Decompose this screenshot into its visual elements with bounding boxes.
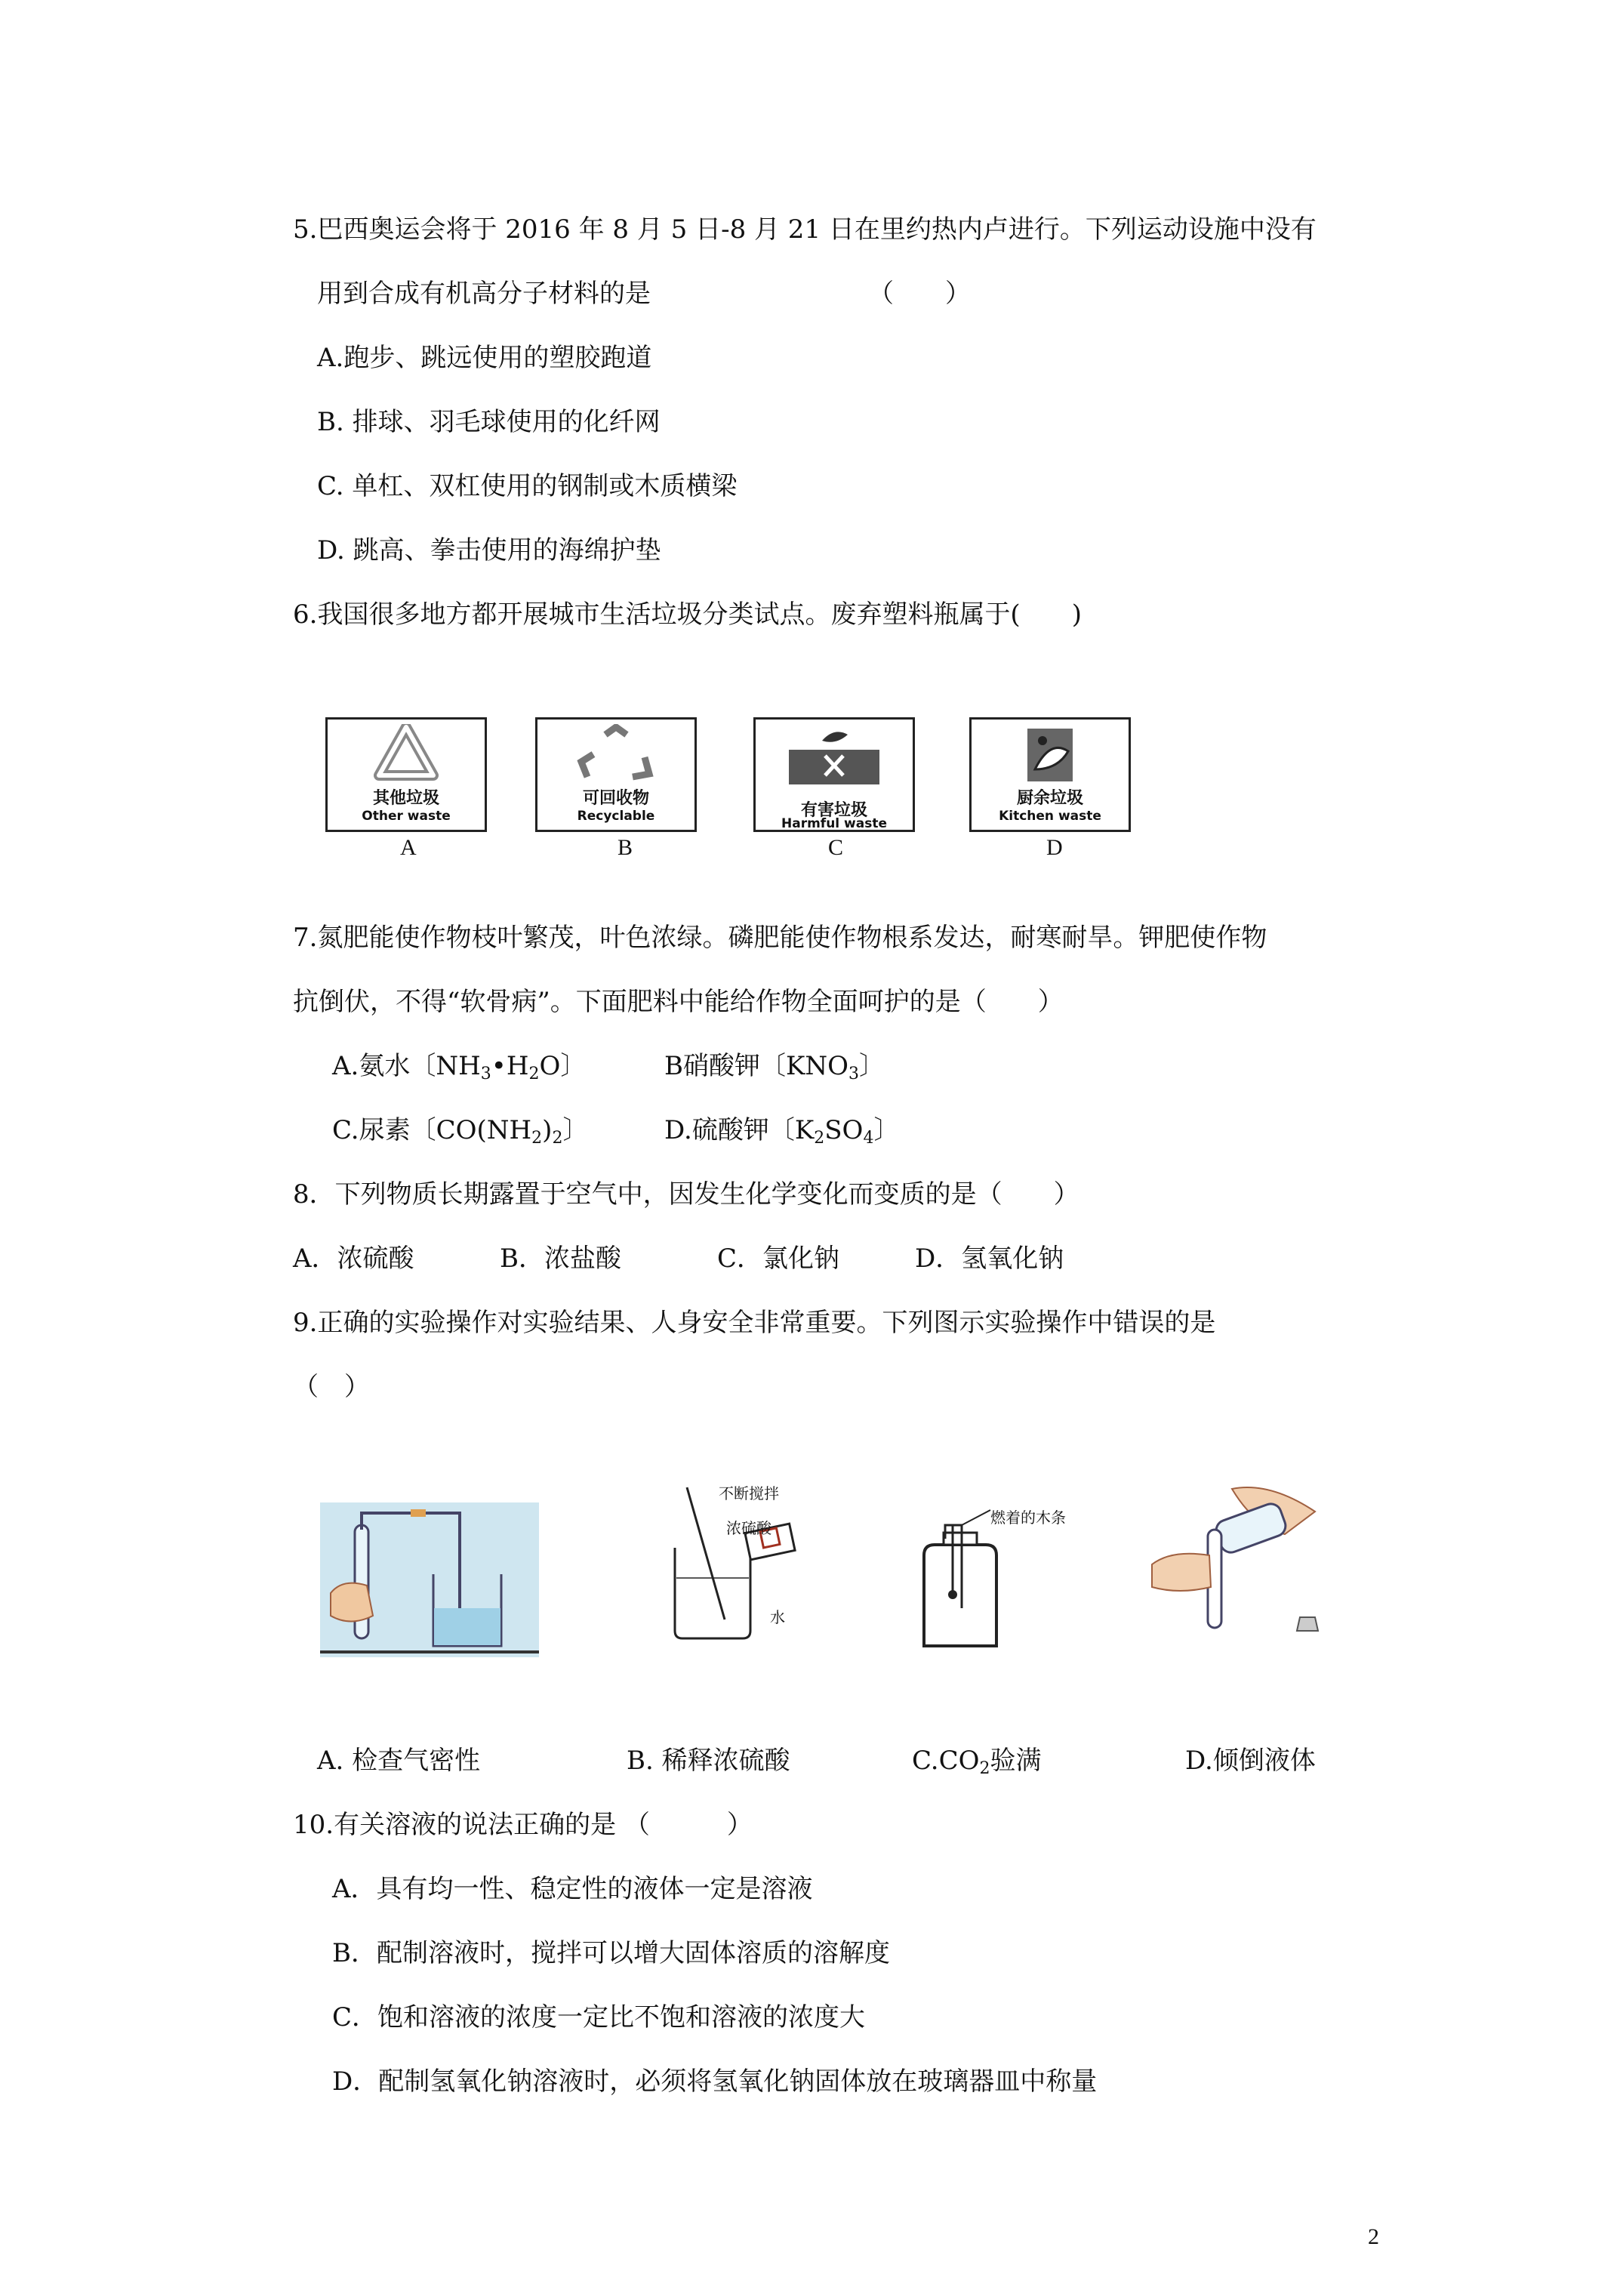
- q7-option-a: A.氨水〔$NH_3•H_2O$〕: [332, 1051, 587, 1083]
- bin-c-letter: C: [828, 835, 844, 860]
- q10-stem: 10.有关溶液的说法正确的是 （ ）: [293, 1810, 753, 1840]
- q7-option-b: B硝酸钾〔$KNO_3$〕: [664, 1051, 885, 1083]
- q5-stem-line2: 用到合成有机高分子材料的是: [317, 279, 651, 309]
- q10-option-d: D．配制氢氧化钠溶液时，必须将氢氧化钠固体放在玻璃器皿中称量: [332, 2066, 1098, 2097]
- q10-option-a: A．具有均一性、稳定性的液体一定是溶液: [332, 1874, 813, 1904]
- q9-option-a: A. 检查气密性: [317, 1746, 481, 1776]
- figure-pour-liquid: [1149, 1481, 1345, 1655]
- fishbone-icon: [1005, 724, 1095, 786]
- q6-stem: 6.我国很多地方都开展城市生活垃圾分类试点。废弃塑料瓶属于( ): [293, 599, 1082, 630]
- bin-a-en: Other waste: [362, 809, 451, 824]
- bin-c-en: Harmful waste: [781, 816, 887, 831]
- q10-option-b: B．配制溶液时，搅拌可以增大固体溶质的溶解度: [332, 1938, 890, 1968]
- q9-option-c: $C.CO_2$验满: [912, 1746, 1042, 1778]
- fig-label-conc-acid: 浓硫酸: [726, 1519, 771, 1537]
- figure-dilute-sulfuric-acid: [664, 1480, 861, 1657]
- q5-option-c: C. 单杠、双杠使用的钢制或木质横梁: [317, 471, 738, 501]
- bin-a-letter: A: [400, 835, 417, 860]
- q8-option-a: A．浓硫酸: [293, 1244, 414, 1274]
- q9-option-b: B. 稀释浓硫酸: [627, 1746, 790, 1776]
- harmful-icon: [759, 723, 910, 784]
- bin-c-cn: 有害垃圾: [800, 801, 867, 820]
- bin-harmful-waste: [753, 717, 915, 832]
- bin-kitchen-waste: [969, 717, 1131, 832]
- q7-stem-line1: 7.氮肥能使作物枝叶繁茂，叶色浓绿。磷肥能使作物根系发达，耐寒耐旱。钾肥使作物: [293, 923, 1267, 953]
- q8-option-b: B．浓盐酸: [500, 1244, 621, 1274]
- fig-label-burning-stick: 燃着的木条: [990, 1509, 1066, 1527]
- fig-label-water: 水: [770, 1608, 785, 1626]
- page-number: 2: [1368, 2224, 1379, 2249]
- bin-other-waste: [325, 717, 487, 832]
- q7-option-c: C.尿素〔$CO(NH_2)_2$〕: [332, 1115, 589, 1148]
- bin-a-cn: 其他垃圾: [372, 789, 439, 808]
- q5-stem-line1: 5.巴西奥运会将于 2016 年 8 月 5 日-8 月 21 日在里约热内卢进行。下列运动设施中没有: [293, 214, 1317, 245]
- recycle-outline-icon: [361, 724, 451, 786]
- bin-d-en: Kitchen waste: [999, 809, 1101, 824]
- bin-d-letter: D: [1046, 835, 1063, 860]
- bin-recyclable: [535, 717, 697, 832]
- q7-option-d: D.硫酸钾〔$K_2SO_4$〕: [664, 1115, 900, 1148]
- bin-b-cn: 可回收物: [582, 789, 649, 808]
- bin-b-en: Recyclable: [577, 809, 655, 824]
- q8-option-d: D．氢氧化钠: [915, 1244, 1064, 1274]
- q8-stem: 8．下列物质长期露置于空气中，因发生化学变化而变质的是（ ）: [293, 1179, 1079, 1210]
- figure-airtightness-check: [320, 1502, 539, 1657]
- q8-option-c: C．氯化钠: [717, 1244, 840, 1274]
- q9-option-d: D.倾倒液体: [1185, 1746, 1316, 1776]
- q9-stem-line2: （ ）: [293, 1372, 370, 1402]
- recycle-arrows-icon: [571, 724, 661, 786]
- q5-option-d: D. 跳高、拳击使用的海绵护垫: [317, 535, 661, 566]
- q5-option-a: A.跑步、跳远使用的塑胶跑道: [317, 343, 652, 373]
- q5-option-b: B. 排球、羽毛球使用的化纤网: [317, 407, 661, 437]
- q9-stem-line1: 9.正确的实验操作对实验结果、人身安全非常重要。下列图示实验操作中错误的是: [293, 1308, 1216, 1338]
- bin-b-letter: B: [617, 835, 633, 860]
- q7-stem-line2: 抗倒伏，不得“软骨病”。下面肥料中能给作物全面呵护的是（ ）: [293, 987, 1064, 1017]
- fig-label-stir: 不断搅拌: [719, 1484, 779, 1502]
- q10-option-c: C．饱和溶液的浓度一定比不饱和溶液的浓度大: [332, 2002, 866, 2032]
- q5-answer-paren: （ ）: [868, 279, 971, 309]
- bin-d-cn: 厨余垃圾: [1016, 789, 1083, 808]
